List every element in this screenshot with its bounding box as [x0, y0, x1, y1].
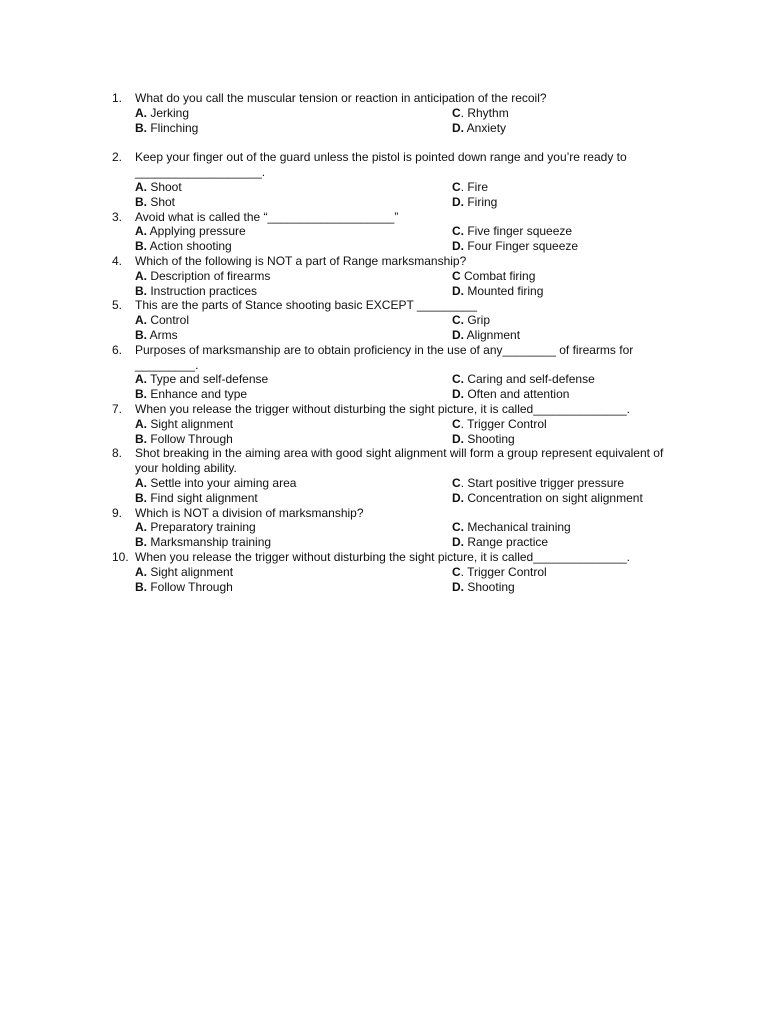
option-text: Mounted firing [464, 283, 544, 298]
option-text: Preparatory training [147, 520, 256, 535]
option-d [452, 432, 682, 447]
option-text: Shot [147, 194, 176, 209]
option-b [135, 284, 452, 299]
option-text: Caring and self-defense [464, 372, 595, 387]
option-text: Instruction practices [147, 283, 258, 298]
option-text: Description of firearms [147, 268, 271, 283]
option-c [452, 372, 682, 387]
option-letter: A. [135, 224, 147, 239]
question-number: 10. [112, 549, 129, 564]
option-text: Five finger squeeze [464, 224, 573, 239]
option-letter: B. [135, 283, 147, 298]
question-text: Keep your finger out of the guard unless the pistol is pointed down range and you’re ready to ___________________. [135, 150, 630, 180]
option-b [135, 387, 452, 402]
option-letter: B. [135, 579, 147, 594]
option-letter: B. [135, 387, 147, 402]
option-text: Follow Through [147, 579, 233, 594]
option-text: Shoot [147, 179, 182, 194]
option-text: . Fire [460, 179, 489, 194]
option-d [452, 239, 682, 254]
option-letter: A. [135, 179, 147, 194]
option-c [452, 565, 682, 580]
option-letter: B. [135, 120, 147, 135]
option-text: Find sight alignment [147, 490, 258, 505]
option-letter: A. [135, 268, 147, 283]
option-text: Action shooting [147, 239, 232, 254]
option-a [135, 476, 452, 491]
option-text: Arms [147, 327, 178, 342]
option-text: Marksmanship training [147, 535, 272, 550]
option-c [452, 520, 682, 535]
question-4 [112, 254, 682, 298]
option-b [135, 432, 452, 447]
option-c [452, 269, 682, 284]
option-letter: B. [135, 490, 147, 505]
option-text: Range practice [464, 535, 549, 550]
option-letter: A. [135, 105, 147, 120]
question-1 [112, 91, 682, 135]
option-c [452, 180, 682, 195]
option-letter: C. [452, 313, 464, 328]
option-text: Follow Through [147, 431, 233, 446]
question-text: Avoid what is called the “___________________” [135, 209, 399, 224]
quiz-question-list [112, 91, 682, 594]
option-letter: C [452, 416, 461, 431]
option-a [135, 313, 452, 328]
option-text: Settle into your aiming area [147, 475, 297, 490]
option-a [135, 417, 452, 432]
option-d [452, 121, 682, 136]
question-9 [112, 506, 682, 550]
option-letter: A. [135, 416, 147, 431]
option-text: Alignment [464, 327, 521, 342]
option-text: Combat firing [460, 268, 536, 283]
option-text: Anxiety [464, 120, 507, 135]
option-c [452, 476, 682, 491]
option-letter: D. [452, 579, 464, 594]
option-a [135, 372, 452, 387]
question-text: What do you call the muscular tension or reaction in anticipation of the recoil? [135, 91, 547, 105]
question-8 [112, 446, 682, 505]
question-number: 4. [112, 253, 123, 268]
option-text: Flinching [147, 120, 199, 135]
option-letter: A. [135, 372, 147, 387]
option-text: Jerking [147, 105, 190, 120]
question-5 [112, 298, 682, 342]
option-d [452, 580, 682, 595]
option-letter: D. [452, 387, 464, 402]
option-letter: C. [452, 520, 464, 535]
option-text: Concentration on sight alignment [464, 490, 643, 505]
option-d [452, 328, 682, 343]
option-a [135, 224, 452, 239]
question-2 [112, 150, 682, 209]
option-letter: D. [452, 194, 464, 209]
question-text: Purposes of marksmanship are to obtain proficiency in the use of any________ of firearms for _________. [135, 342, 637, 372]
option-letter: C [452, 564, 461, 579]
option-text: Often and attention [464, 387, 570, 402]
option-letter: C. [452, 224, 464, 239]
option-c [452, 313, 682, 328]
question-number: 3. [112, 209, 123, 224]
question-number: 9. [112, 505, 123, 520]
option-text: Type and self-defense [147, 372, 269, 387]
option-letter: D. [452, 431, 464, 446]
option-text: . Start positive trigger pressure [460, 475, 625, 490]
question-number: 1. [112, 91, 123, 105]
option-b [135, 121, 452, 136]
question-number: 2. [112, 150, 123, 165]
option-text: Applying pressure [147, 224, 246, 239]
option-letter: A. [135, 475, 147, 490]
option-d [452, 491, 682, 506]
question-text: This are the parts of Stance shooting basic EXCEPT _________ [135, 298, 477, 313]
option-text: Four Finger squeeze [464, 239, 579, 254]
option-b [135, 195, 452, 210]
option-b [135, 239, 452, 254]
question-text: Which of the following is NOT a part of Range marksmanship? [135, 253, 467, 268]
question-text: Shot breaking in the aiming area with good sight alignment will form a group represent equivalent of your holding ability. [135, 446, 667, 476]
option-a [135, 565, 452, 580]
option-a [135, 269, 452, 284]
question-7 [112, 402, 682, 446]
option-letter: C. [452, 372, 464, 387]
option-text: . Trigger Control [460, 416, 547, 431]
option-a [135, 520, 452, 535]
option-letter: A. [135, 564, 147, 579]
option-letter: B. [135, 431, 147, 446]
option-text: Grip [464, 313, 491, 328]
option-letter: B. [135, 194, 147, 209]
option-b [135, 580, 452, 595]
option-letter: D. [452, 535, 464, 550]
option-d [452, 535, 682, 550]
option-letter: C [452, 268, 461, 283]
option-letter: D. [452, 239, 464, 254]
option-c [452, 106, 682, 121]
option-b [135, 535, 452, 550]
option-letter: B. [135, 327, 147, 342]
option-b [135, 328, 452, 343]
option-text: Shooting [464, 431, 515, 446]
option-letter: B. [135, 535, 147, 550]
option-c [452, 417, 682, 432]
option-text: Sight alignment [147, 564, 234, 579]
option-d [452, 195, 682, 210]
option-text: Sight alignment [147, 416, 234, 431]
option-letter: D. [452, 120, 464, 135]
question-number: 7. [112, 401, 123, 416]
option-text: Mechanical training [464, 520, 571, 535]
question-6 [112, 343, 682, 402]
option-b [135, 491, 452, 506]
option-a [135, 180, 452, 195]
question-3 [112, 210, 682, 254]
option-letter: C [452, 105, 461, 120]
question-number: 8. [112, 446, 123, 461]
option-c [452, 224, 682, 239]
option-letter: C [452, 179, 461, 194]
option-text: . Rhythm [460, 105, 509, 120]
option-letter: A. [135, 520, 147, 535]
option-letter: D. [452, 283, 464, 298]
question-number: 5. [112, 298, 123, 313]
option-text: Enhance and type [147, 387, 248, 402]
option-letter: D. [452, 490, 464, 505]
option-letter: A. [135, 313, 147, 328]
question-number: 6. [112, 342, 123, 357]
option-text: Firing [464, 194, 498, 209]
option-a [135, 106, 452, 121]
option-d [452, 284, 682, 299]
question-text: Which is NOT a division of marksmanship? [135, 505, 364, 520]
option-d [452, 387, 682, 402]
option-text: . Trigger Control [460, 564, 547, 579]
question-text: When you release the trigger without disturbing the sight picture, it is called______________. [135, 549, 630, 564]
question-10 [112, 550, 682, 594]
option-text: Control [147, 313, 190, 328]
option-letter: B. [135, 239, 147, 254]
option-letter: C [452, 475, 461, 490]
option-text: Shooting [464, 579, 515, 594]
option-letter: D. [452, 327, 464, 342]
question-text: When you release the trigger without disturbing the sight picture, it is called______________. [135, 401, 630, 416]
